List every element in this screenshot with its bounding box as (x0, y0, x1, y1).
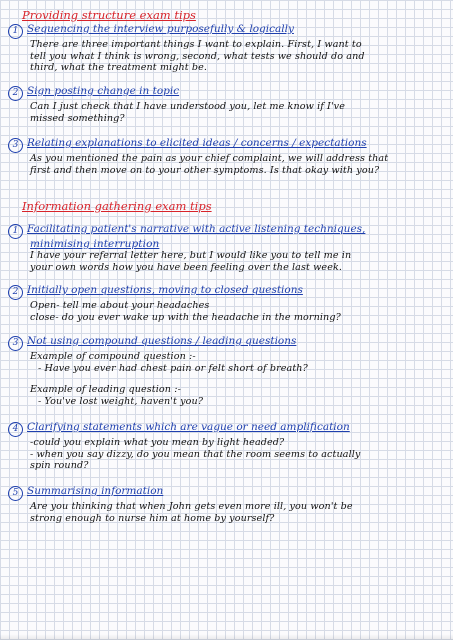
tip-title: Facilitating patient's narrative with active listening techniques, (27, 223, 366, 235)
body-line: -could you explain what you mean by light headed? (30, 437, 285, 448)
body-line: missed something? (30, 112, 125, 124)
tip-title: Clarifying statements which are vague or need amplification (27, 421, 350, 433)
section-heading-providing-structure: Providing structure exam tips (22, 8, 196, 22)
tip-title: Initially open questions, moving to closed questions (27, 284, 303, 296)
body-line: - You've lost weight, haven't you? (38, 395, 204, 407)
body-line: strong enough to nurse him at home by yourself? (30, 512, 275, 524)
body-line: Can I just check that I have understood you, let me know if I've (30, 101, 345, 112)
tip-summarising (8, 485, 448, 524)
tip-clarifying-statements (8, 421, 448, 472)
tip-body (30, 153, 448, 176)
tip-title: Sign posting change in topic (27, 85, 180, 97)
body-line: third, what the treatment might be. (30, 62, 208, 73)
body-line: Are you thinking that when John gets even more ill, you won't be (30, 501, 353, 512)
circled-number: 3 (8, 138, 23, 153)
tip-title: Summarising information (27, 485, 164, 497)
body-line: spin round? (30, 460, 89, 471)
tip-title-continued: minimising interruption (30, 238, 160, 250)
circled-number: 2 (8, 86, 23, 101)
tip-body (30, 101, 448, 124)
body-line: close- do you ever wake up with the headache in the morning? (30, 311, 341, 323)
tip-body (30, 351, 448, 407)
body-line: - when you say dizzy, do you mean that the room seems to actually (30, 448, 361, 460)
body-line: Open- tell me about your headaches (30, 300, 210, 311)
circled-number: 1 (8, 224, 23, 239)
spacer (30, 374, 448, 384)
body-line: - Have you ever had chest pain or felt short of breath? (38, 362, 308, 374)
section-heading-information-gathering: Information gathering exam tips (22, 199, 212, 213)
tip-body (30, 238, 448, 273)
tip-body (30, 300, 448, 323)
tip-compound-leading-questions (8, 335, 448, 407)
page-bottom-shadow (0, 634, 453, 640)
tip-open-closed-questions (8, 284, 448, 323)
circled-number: 5 (8, 486, 23, 501)
body-line: your own words how you have been feeling over the last week. (30, 261, 343, 273)
tip-title: Not using compound questions / leading questions (27, 335, 297, 347)
tip-body (30, 437, 448, 472)
circled-number: 1 (8, 24, 23, 39)
body-line: Example of compound question :- (30, 351, 196, 362)
tip-relating-explanations (8, 137, 448, 176)
tip-title: Relating explanations to elicited ideas / concerns / expectations (27, 137, 367, 149)
tip-sequencing (8, 23, 448, 74)
circled-number: 2 (8, 285, 23, 300)
body-line: first and then move on to your other symptoms. Is that okay with you? (30, 164, 380, 176)
body-line: tell you what I think is wrong, second, what tests we should do and (30, 50, 365, 62)
tip-sign-posting (8, 85, 448, 124)
tip-body (30, 501, 448, 524)
circled-number: 4 (8, 422, 23, 437)
tip-body (30, 39, 448, 74)
body-line: I have your referral letter here, but I would like you to tell me in (30, 250, 352, 261)
tip-facilitating-narrative (8, 223, 448, 273)
circled-number: 3 (8, 336, 23, 351)
tip-title: Sequencing the interview purposefully & logically (27, 23, 294, 35)
body-line: There are three important things I want to explain. First, I want to (30, 39, 362, 50)
body-line: Example of leading question :- (30, 384, 181, 395)
body-line: As you mentioned the pain as your chief complaint, we will address that (30, 153, 389, 164)
